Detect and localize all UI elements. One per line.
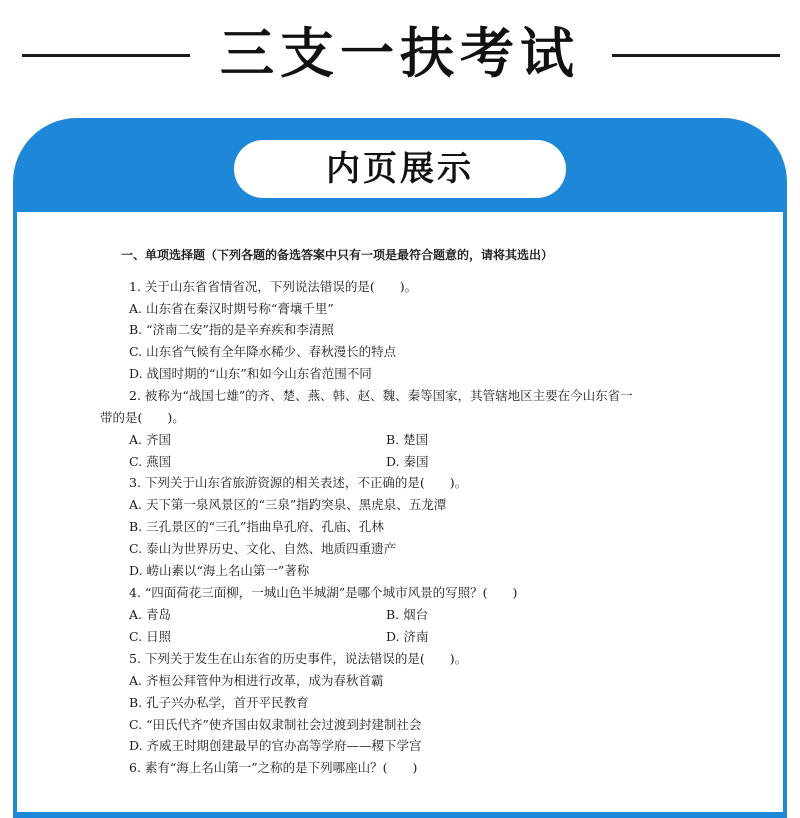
section-heading: 一、单项选择题（下列各题的备选答案中只有一项是最符合题意的，请将其选出） [121, 248, 554, 262]
q3-option-d: D. 崂山素以“海上名山第一”著称 [129, 563, 310, 578]
q3-option-b: B. 三孔景区的“三孔”指曲阜孔府、孔庙、孔林 [129, 519, 384, 534]
question-3-stem: 3. 下列关于山东省旅游资源的相关表述，不正确的是( )。 [129, 475, 468, 490]
q5-option-b: B. 孔子兴办私学，首开平民教育 [129, 695, 309, 710]
question-1-stem: 1. 关于山东省省情省况，下列说法错误的是( )。 [129, 279, 418, 294]
q1-option-b: B. “济南二安”指的是辛弃疾和李清照 [129, 322, 334, 337]
question-6-stem: 6. 素有“海上名山第一”之称的是下列哪座山？( ) [129, 760, 418, 775]
q1-option-a: A. 山东省在秦汉时期号称“膏壤千里” [129, 301, 334, 316]
question-5-stem: 5. 下列关于发生在山东省的历史事件，说法错误的是( )。 [129, 651, 468, 666]
question-4-stem: 4. “四面荷花三面柳，一城山色半城湖”是哪个城市风景的写照？( ) [129, 585, 518, 600]
q1-option-d: D. 战国时期的“山东”和如今山东省范围不同 [129, 366, 372, 381]
q5-option-d: D. 齐威王时期创建最早的官办高等学府——稷下学宫 [129, 738, 422, 753]
panel-title-pill [234, 140, 566, 198]
q4-option-c: C. 日照 [129, 629, 172, 644]
q3-option-a: A. 天下第一泉风景区的“三泉”指趵突泉、黑虎泉、五龙潭 [129, 497, 447, 512]
q2-option-a: A. 齐国 [129, 432, 171, 447]
question-2-stem-cont: 带的是( )。 [100, 410, 185, 425]
q1-option-c: C. 山东省气候有全年降水稀少、春秋漫长的特点 [129, 344, 397, 359]
q2-option-b: B. 楚国 [386, 432, 429, 447]
question-2-stem: 2. 被称为“战国七雄”的齐、楚、燕、韩、赵、魏、秦等国家，其管辖地区主要在今山东省一 [129, 388, 633, 403]
q2-option-d: D. 秦国 [386, 454, 429, 469]
q5-option-c: C. “田氏代齐”使齐国由奴隶制社会过渡到封建制社会 [129, 717, 422, 732]
right-rule [612, 54, 780, 57]
top-banner [0, 0, 800, 118]
q4-option-d: D. 济南 [386, 629, 429, 644]
panel-title: 内页展示 [326, 149, 474, 189]
q3-option-c: C. 泰山为世界历史、文化、自然、地质四重遗产 [129, 541, 397, 556]
q4-option-b: B. 烟台 [386, 607, 429, 622]
page-title: 三支一扶考试 [220, 22, 580, 85]
q2-option-c: C. 燕国 [129, 454, 172, 469]
q4-option-a: A. 青岛 [129, 607, 171, 622]
q5-option-a: A. 齐桓公拜管仲为相进行改革，成为春秋首霸 [129, 673, 384, 688]
